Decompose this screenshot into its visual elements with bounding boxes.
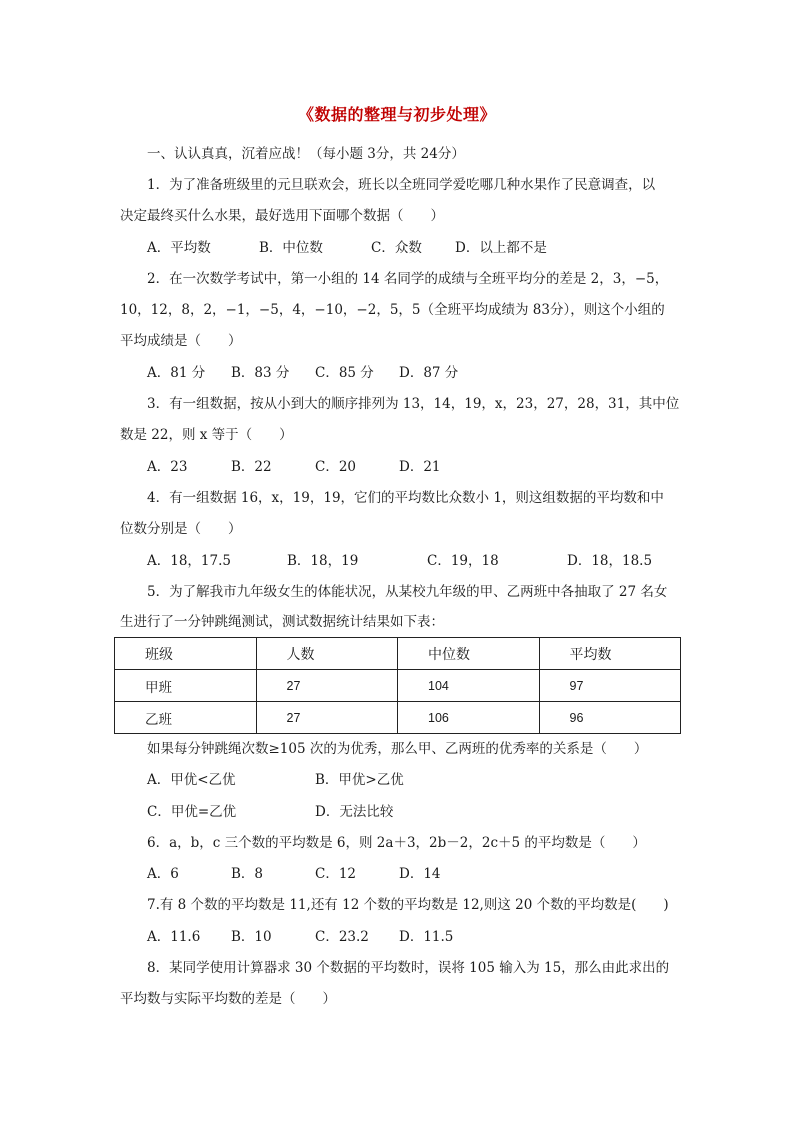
q4-option-d: D．18，18.5 [567,553,653,569]
table-header-row [115,638,681,670]
q1-option-b: B．中位数 [259,240,323,256]
q1-option-d: D．以上都不是 [455,240,547,256]
q1-option-c: C．众数 [371,240,422,256]
q6-stem-line1: 6．a，b，c 三个数的平均数是 6，则 2a＋3，2b－2，2c＋5 的平均数是（ ） [147,835,646,851]
q4-stem-line2: 位数分别是（ ） [120,521,242,537]
q8-stem-line2: 平均数与实际平均数的差是（ ） [120,991,336,1007]
q5-option-a: A．甲优<乙优 [147,772,236,788]
q6-option-a: A．6 [147,866,179,882]
q1-stem-line1: 1．为了准备班级里的元旦联欢会，班长以全班同学爱吃哪几种水果作了民意调查，以 [147,177,656,193]
table-row [115,670,681,702]
q2-stem-line1: 2．在一次数学考试中，第一小组的 14 名同学的成绩与全班平均分的差是 2，3，−5， [147,271,669,287]
q5-stats-table [114,637,681,734]
header-cell: 平均数 [539,638,681,670]
table-cell: 96 [539,702,681,734]
q2-stem-line3: 平均成绩是（ ） [120,333,242,349]
q2-option-d: D．87 分 [399,365,459,381]
q7-option-a: A．11.6 [147,929,201,945]
q4-option-c: C．19，18 [427,553,499,569]
q3-option-b: B．22 [231,459,272,475]
q2-option-a: A．81 分 [147,365,206,381]
q5-option-d: D．无法比较 [315,804,394,820]
q5-stem-line1: 5．为了解我市九年级女生的体能状况，从某校九年级的甲、乙两班中各抽取了 27 名女 [147,584,668,600]
header-cell: 班级 [115,638,257,670]
table-cell: 106 [398,702,540,734]
table-cell: 甲班 [115,670,257,702]
table-cell: 27 [256,702,398,734]
q3-stem-line2: 数是 22，则 x 等于（ ） [120,427,293,443]
q4-option-b: B．18，19 [287,553,359,569]
q7-stem-line1: 7.有 8 个数的平均数是 11,还有 12 个数的平均数是 12,则这 20 个数的平均数是( ) [147,897,669,913]
q2-option-c: C．85 分 [315,365,374,381]
table-cell: 97 [539,670,681,702]
section-header: 一、认认真真，沉着应战！（每小题 3分，共 24分） [147,146,465,162]
header-cell: 人数 [256,638,398,670]
q6-option-d: D．14 [399,866,441,882]
q1-option-a: A．平均数 [147,240,211,256]
q7-option-b: B．10 [231,929,272,945]
table-cell: 乙班 [115,702,257,734]
table-row [115,702,681,734]
q3-option-d: D．21 [399,459,441,475]
q3-option-c: C．20 [315,459,357,475]
q6-option-b: B．8 [231,866,264,882]
header-cell: 中位数 [398,638,540,670]
q5-option-c: C．甲优=乙优 [147,804,237,820]
q3-option-a: A．23 [147,459,188,475]
q4-option-a: A．18，17.5 [147,553,231,569]
table-cell: 104 [398,670,540,702]
q5-option-b: B．甲优>乙优 [315,772,404,788]
q5-stem-line3: 如果每分钟跳绳次数≥105 次的为优秀，那么甲、乙两班的优秀率的关系是（ ） [147,741,648,757]
table-cell: 27 [256,670,398,702]
q8-stem-line1: 8．某同学使用计算器求 30 个数据的平均数时，误将 105 输入为 15，那么由此求出的 [147,960,670,976]
q2-option-b: B．83 分 [231,365,290,381]
q4-stem-line1: 4．有一组数据 16，x，19，19，它们的平均数比众数小 1，则这组数据的平均数和中 [147,490,664,506]
q1-stem-line2: 决定最终买什么水果，最好选用下面哪个数据（ ） [120,208,444,224]
q6-option-c: C．12 [315,866,357,882]
q2-stem-line2: 10，12，8，2，−1，−5，4，−10，−2，5，5（全班平均成绩为 83分），则这个小组的 [120,302,665,318]
q5-stem-line2: 生进行了一分钟跳绳测试，测试数据统计结果如下表： [120,614,444,630]
q3-stem-line1: 3．有一组数据，按从小到大的顺序排列为 13，14，19，x，23，27，28，31，其中位 [147,396,680,412]
q7-option-c: C．23.2 [315,929,369,945]
q7-option-d: D．11.5 [399,929,454,945]
page-title: 《数据的整理与初步处理》 [297,105,496,124]
